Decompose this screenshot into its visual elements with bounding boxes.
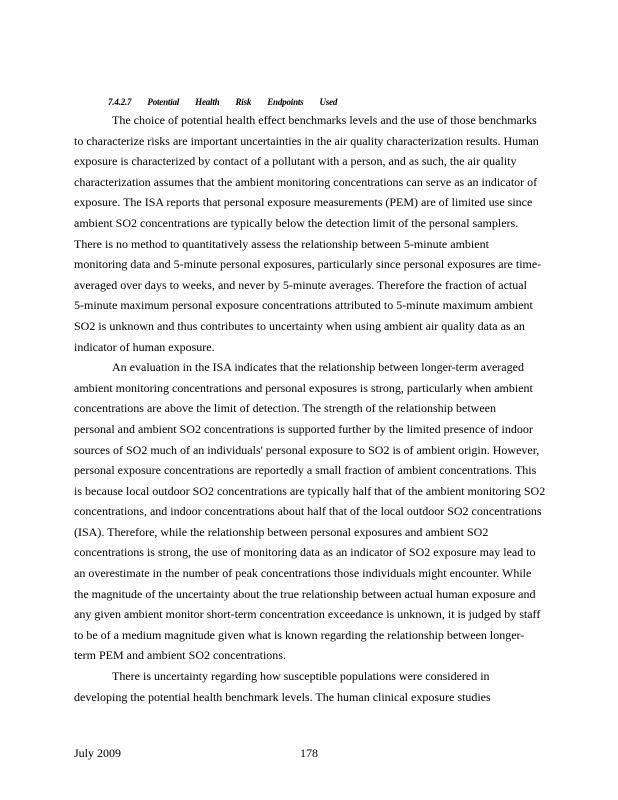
page-number: 178 (300, 746, 318, 760)
text-line: an overestimate in the number of peak concentrations those individuals might encounter. While (74, 566, 532, 581)
text-line: to characterize risks are important uncertainties in the air quality characterization results. Human (74, 133, 539, 148)
text-line: (ISA). Therefore, while the relationship between personal exposures and ambient SO2 (74, 524, 489, 539)
text-line: exposure is characterized by contact of a pollutant with a person, and as such, the air quality (74, 154, 517, 169)
text-line: characterization assumes that the ambient monitoring concentrations can serve as an indicator of (74, 174, 538, 189)
text-line: 5-minute maximum personal exposure concentrations attributed to 5-minute maximum ambient (74, 298, 533, 313)
text-line: personal exposure concentrations are reportedly a small fraction of ambient concentrations. This (74, 463, 537, 478)
text-line: indicator of human exposure. (74, 339, 215, 354)
footer-date: July 2009 (74, 746, 122, 760)
text-line: term PEM and ambient SO2 concentrations. (74, 648, 286, 663)
text-line: There is no method to quantitatively assess the relationship between 5-minute ambient (74, 236, 489, 251)
text-line: personal and ambient SO2 concentrations is supported further by the limited presence of indoor (74, 421, 533, 436)
text-line: monitoring data and 5-minute personal exposures, particularly since personal exposures are time- (74, 257, 542, 272)
text-line: ambient SO2 concentrations are typically below the detection limit of the personal samplers. (74, 215, 519, 230)
text-line: SO2 is unknown and thus contributes to uncertainty when using ambient air quality data as an (74, 318, 525, 333)
text-line: any given ambient monitor short-term concentration exceedance is unknown, it is judged by staff (74, 607, 541, 622)
text-line: to be of a medium magnitude given what is known regarding the relationship between longer- (74, 627, 525, 642)
text-line: developing the potential health benchmark levels. The human clinical exposure studies (74, 689, 491, 704)
text-line: is because local outdoor SO2 concentrations are typically half that of the ambient monitoring SO2 (74, 483, 546, 498)
text-line: concentrations are above the limit of detection. The strength of the relationship between (74, 401, 496, 416)
text-line: sources of SO2 much of an individuals' personal exposure to SO2 is of ambient origin. However, (74, 442, 540, 457)
text-line: The choice of potential health effect benchmarks levels and the use of those benchmarks (112, 113, 537, 127)
text-line: concentrations is strong, the use of monitoring data as an indicator of SO2 exposure may lead to (74, 545, 536, 560)
section-heading: 7.4.2.7 Potential Health Risk Endpoints Used (108, 97, 338, 107)
text-line: An evaluation in the ISA indicates that the relationship between longer-term averaged (112, 360, 524, 375)
text-line: There is uncertainty regarding how susceptible populations were considered in (112, 669, 490, 684)
document-body (74, 110, 574, 707)
text-line: averaged over days to weeks, and never by 5-minute averages. Therefore the fraction of actual (74, 277, 527, 292)
text-line: ambient monitoring concentrations and personal exposures is strong, particularly when ambient (74, 380, 533, 395)
text-line: exposure. The ISA reports that personal exposure measurements (PEM) are of limited use since (74, 195, 533, 210)
text-line: concentrations, and indoor concentrations about half that of the local outdoor SO2 concentrations (74, 504, 542, 519)
text-line: the magnitude of the uncertainty about the true relationship between actual human exposure and (74, 586, 536, 601)
